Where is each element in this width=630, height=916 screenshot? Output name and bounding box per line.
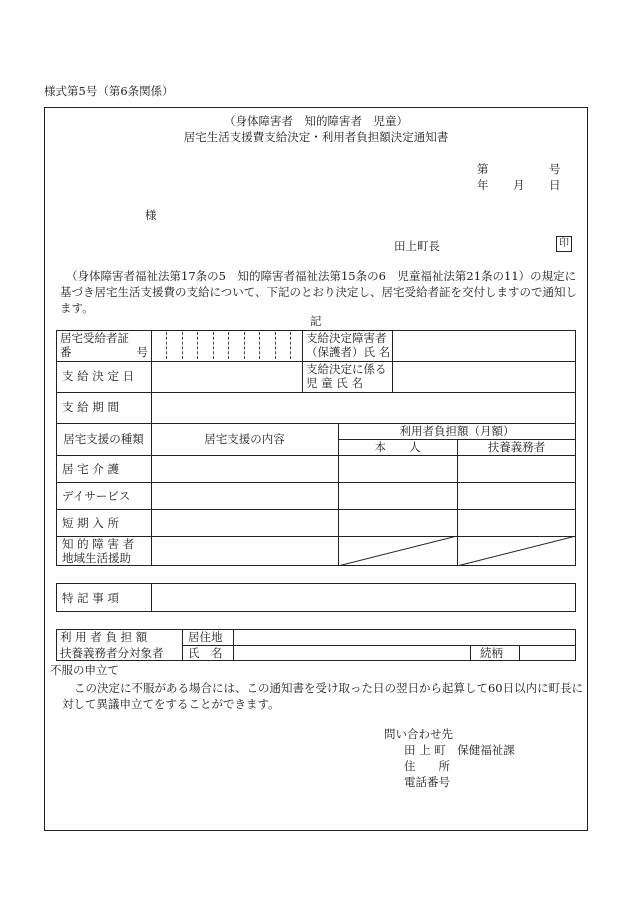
row-label-day-service: デイサービス <box>62 489 131 503</box>
relation-label: 続柄 <box>480 646 503 660</box>
not-applicable-strikes <box>338 536 576 566</box>
guardian-name-label-line1: 支給決定障害者 <box>306 331 387 345</box>
support-content-header: 居宅支援の内容 <box>204 431 285 446</box>
guardian-name-label <box>306 331 390 359</box>
table-rule <box>182 629 183 661</box>
appeal-heading: 不服の申立て <box>50 663 119 677</box>
category-line: （身体障害者 知的障害者 児童） <box>224 114 408 128</box>
table-rule <box>302 330 303 392</box>
support-type-header: 居宅支援の種類 <box>63 431 144 446</box>
date-month: 月 <box>513 178 525 192</box>
row-label-short-stay: 短 期 入 所 <box>62 516 119 530</box>
child-name-label-line1: 支給決定に係る <box>306 362 387 376</box>
seal-mark: 印 <box>556 236 572 252</box>
appeal-text: この決定に不服がある場合には、この通知書を受け取った日の翌日から起算して60日以内に町長に対して異議申立てをすることができます。 <box>62 681 584 711</box>
contact-phone-label: 電話番号 <box>404 775 450 789</box>
table-rule <box>233 629 234 661</box>
table-rule <box>56 455 576 456</box>
row-label-community-living <box>62 537 134 565</box>
table-rule <box>151 583 152 612</box>
form-number: 様式第5号（第6条関係） <box>44 84 174 98</box>
table-rule <box>56 482 576 483</box>
date-year: 年 <box>477 178 489 192</box>
recipient-number-label-line1: 居宅受給者証 <box>60 331 129 345</box>
supporter-burden-header: 扶養義務者 <box>487 439 546 454</box>
recipient-number-label-ban: 番 <box>60 345 72 359</box>
table-rule <box>470 645 471 661</box>
row-label-community-living-line1: 知 的 障 害 者 <box>62 537 135 551</box>
row-label-home-care: 居 宅 介 護 <box>62 462 119 476</box>
table-rule <box>56 509 576 510</box>
recipient-number-label-go: 号 <box>136 345 148 359</box>
digit-divider <box>213 332 214 359</box>
digit-divider <box>182 332 183 359</box>
user-burden-header: 利用者負担額（月額） <box>399 423 515 438</box>
doc-number-suffix: 号 <box>549 162 561 176</box>
table-rule <box>56 392 576 393</box>
table-rule <box>182 645 576 646</box>
notice-body: （身体障害者福祉法第17条の5 知的障害者福祉法第15条の6 児童福祉法第21条の11）の規定に基づき居宅生活支援費の支給について、下記のとおり決定し、居宅受給者証を交付しますので通知します。 <box>60 269 578 315</box>
digit-divider <box>166 332 167 359</box>
name-label: 氏 名 <box>188 646 223 660</box>
guardian-name-label-line2: （保護者）氏 名 <box>306 345 391 359</box>
ki-label: 記 <box>310 314 322 328</box>
contact-organization: 田 上 町 保健福祉課 <box>404 743 515 757</box>
table-rule <box>519 645 520 661</box>
document-title: 居宅生活支援費支給決定・利用者負担額決定通知書 <box>183 130 449 144</box>
date-day: 日 <box>549 178 561 192</box>
self-burden-header: 本 人 <box>374 439 421 454</box>
doc-number-prefix: 第 <box>477 162 489 176</box>
issuer: 田上町長 <box>394 239 440 253</box>
table-rule <box>392 330 393 392</box>
supporter-label-line2: 扶養義務者分対象者 <box>60 646 164 660</box>
decision-date-label: 支 給 決 定 日 <box>62 369 135 383</box>
child-name-label <box>306 362 387 390</box>
remarks-label: 特 記 事 項 <box>62 591 119 605</box>
digit-divider <box>244 332 245 359</box>
digit-divider <box>197 332 198 359</box>
row-label-community-living-line2: 地域生活援助 <box>62 551 131 565</box>
period-label: 支 給 期 間 <box>62 400 119 414</box>
remarks-box <box>56 583 576 612</box>
contact-address-label: 住 所 <box>404 759 450 773</box>
addressee-suffix: 様 <box>145 208 157 222</box>
digit-divider <box>259 332 260 359</box>
recipient-number-label-line2 <box>60 345 148 359</box>
supporter-label-line1: 利 用 者 負 担 額 <box>60 630 148 644</box>
contact-heading: 問い合わせ先 <box>384 727 453 741</box>
digit-divider <box>275 332 276 359</box>
digit-divider <box>290 332 291 359</box>
child-name-label-line2: 児 童 氏 名 <box>306 376 363 390</box>
recipient-number-label <box>60 331 148 359</box>
digit-divider <box>228 332 229 359</box>
address-label: 居住地 <box>188 630 223 644</box>
